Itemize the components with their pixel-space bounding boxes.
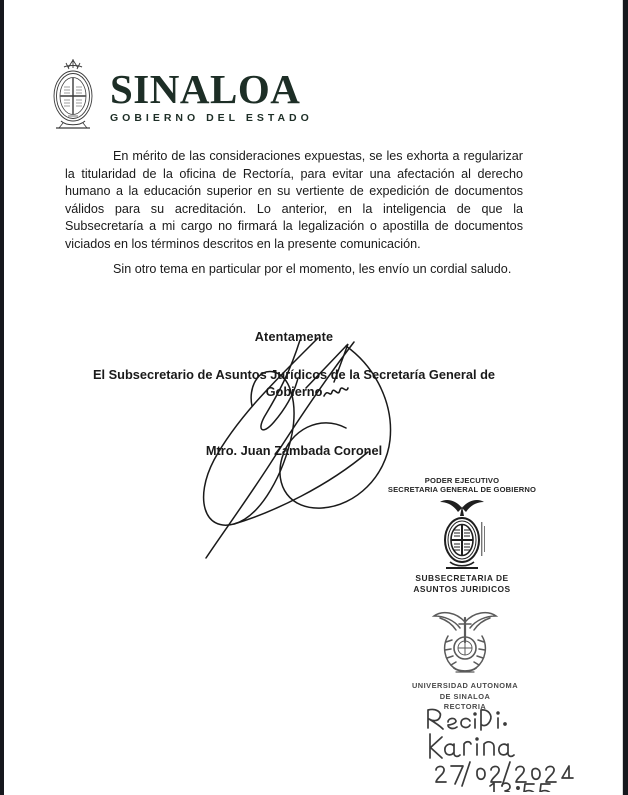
signer-position-title: El Subsecretario de Asuntos Jurídicos de la Secretaría General de Gobierno (92, 367, 496, 399)
stamp-uas-line-1: UNIVERSIDAD AUTONOMA (411, 681, 519, 690)
scan-edge-right (623, 0, 628, 795)
stamp-uas-line-2: DE SINALOA (439, 691, 491, 701)
closing-salutation: Atentamente (254, 330, 334, 344)
uas-shield-icon (426, 608, 504, 680)
body-paragraph-2: Sin otro tema en particular por el momento, les envío un cordial saludo. (113, 262, 512, 276)
sinaloa-state-seal-icon (430, 496, 494, 572)
sinaloa-coat-of-arms-icon (44, 56, 102, 134)
body-paragraph-1: En mérito de las consideraciones expuestas, se les exhorta a regularizar la titularidad de la oficina de Rectoría, para evitar una afectación al derecho humano a la educación superior en su vertiente de expedición de documentos válidos para su acreditación. Lo anterior, en la inteligencia de que la Subsecretaría a mi cargo no firmará la legalización o apostilla de documentos viciados en los términos descritos en la presente comunicación. (65, 149, 523, 251)
closing-block (65, 330, 523, 400)
stamp-gov-line-1: PODER EJECUTIVO (424, 476, 500, 485)
letterhead-title: SINALOA (110, 66, 301, 113)
scan-edge-left (0, 0, 4, 795)
stamp-uas-line-3: RECTORIA (443, 702, 487, 712)
wordmark (110, 66, 313, 124)
letterhead-subtitle: GOBIERNO DEL ESTADO (110, 111, 313, 124)
handwritten-receipt-note (424, 706, 594, 792)
university-seal-stamp (390, 608, 540, 712)
stamp-gov-line-2: SECRETARIA GENERAL DE GOBIERNO (387, 485, 537, 495)
body-paragraph-1-container (65, 148, 523, 253)
signer-name: Mtro. Juan Zambada Coronel (205, 443, 383, 458)
letterhead (44, 56, 313, 134)
stamp-gov-line-3: SUBSECRETARIA DE (415, 572, 509, 583)
government-seal-stamp (378, 476, 546, 595)
stamp-gov-line-4: ASUNTOS JURIDICOS (413, 584, 511, 595)
